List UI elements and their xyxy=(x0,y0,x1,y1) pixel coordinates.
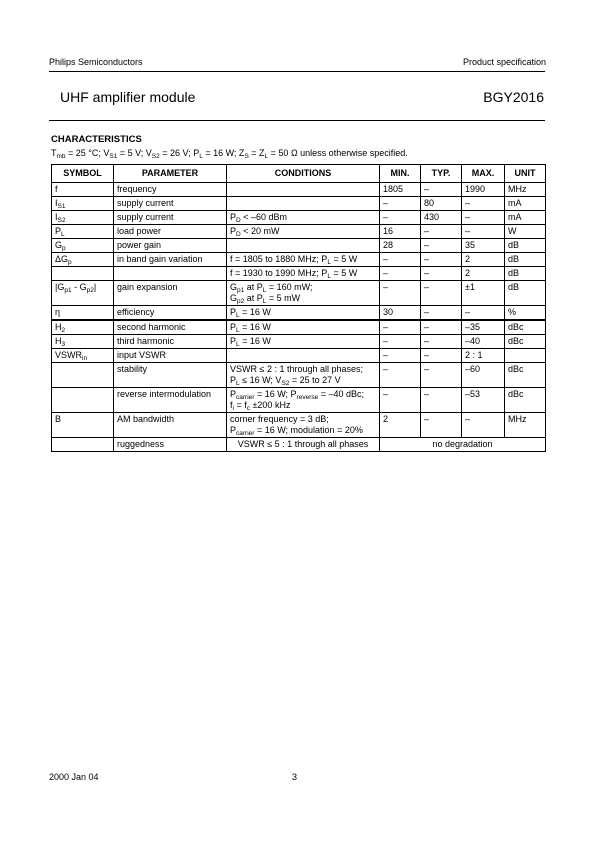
cell-symbol: $H_3$ xyxy=(52,335,114,349)
cell-min: – xyxy=(380,197,421,211)
table-row xyxy=(52,253,546,267)
cell-conditions: $G_{p1}$ at $P_L = 160$ mW; $G_{p2}$ at $P_L = 5$ mW xyxy=(227,281,380,306)
cell-max: 1990 xyxy=(462,183,505,197)
cell-min: – xyxy=(380,267,421,281)
table-row xyxy=(52,239,546,253)
table-row xyxy=(52,335,546,349)
cell-min: – xyxy=(380,363,421,388)
footer-date: 2000 Jan 04 xyxy=(49,772,99,782)
table-row xyxy=(52,438,546,452)
cell-max: ±1 xyxy=(462,281,505,306)
title-rule xyxy=(49,120,545,121)
cell-conditions xyxy=(227,197,380,211)
cell-unit: mA xyxy=(505,197,546,211)
cell-min: – xyxy=(380,211,421,225)
characteristics-table xyxy=(51,164,546,452)
cell-typ: – xyxy=(421,335,462,349)
cell-symbol: $I_{S1}$ xyxy=(52,197,114,211)
cell-symbol xyxy=(52,267,114,281)
cell-parameter: third harmonic xyxy=(114,335,227,349)
cell-symbol: η xyxy=(52,306,114,321)
cell-typ: – xyxy=(421,388,462,413)
cell-min: 30 xyxy=(380,306,421,321)
cell-min: 1805 xyxy=(380,183,421,197)
cell-typ: – xyxy=(421,267,462,281)
table-row xyxy=(52,183,546,197)
cell-symbol: $I_{S2}$ xyxy=(52,211,114,225)
section-title: CHARACTERISTICS xyxy=(51,134,142,145)
cell-unit: dB xyxy=(505,281,546,306)
cell-parameter: in band gain variation xyxy=(114,253,227,267)
cell-unit xyxy=(505,349,546,363)
cell-symbol: $H_2$ xyxy=(52,320,114,335)
cell-parameter: frequency xyxy=(114,183,227,197)
header-rule xyxy=(49,71,545,72)
cell-max: – xyxy=(462,413,505,438)
cell-max: 2 xyxy=(462,253,505,267)
header-unit: UNIT xyxy=(505,165,546,183)
cell-parameter: supply current xyxy=(114,211,227,225)
cell-max: –53 xyxy=(462,388,505,413)
cell-min: – xyxy=(380,320,421,335)
cell-typ: 430 xyxy=(421,211,462,225)
cell-unit: dB xyxy=(505,239,546,253)
cell-parameter: input VSWR xyxy=(114,349,227,363)
cell-typ: – xyxy=(421,306,462,321)
cell-unit: dB xyxy=(505,253,546,267)
cell-min: – xyxy=(380,253,421,267)
document-type: Product specification xyxy=(462,57,546,67)
page-number: 3 xyxy=(292,772,298,782)
cell-typ: – xyxy=(421,413,462,438)
cell-conditions: $P_{carrier} = 16$ W; $P_{reverse} = -40$ dBc; $f_i = f_c \pm 200$ kHz xyxy=(227,388,380,413)
cell-typ: – xyxy=(421,183,462,197)
cell-symbol xyxy=(52,363,114,388)
cell-result: no degradation xyxy=(380,438,546,452)
cell-max: – xyxy=(462,306,505,321)
cell-parameter: efficiency xyxy=(114,306,227,321)
cell-max: 2 : 1 xyxy=(462,349,505,363)
table-row xyxy=(52,225,546,239)
cell-unit: mA xyxy=(505,211,546,225)
cell-unit: dBc xyxy=(505,335,546,349)
cell-conditions: $P_L = 16$ W xyxy=(227,320,380,335)
cell-unit: dBc xyxy=(505,363,546,388)
table-row xyxy=(52,349,546,363)
table-row xyxy=(52,320,546,335)
cell-parameter: reverse intermodulation xyxy=(114,388,227,413)
cell-typ: – xyxy=(421,320,462,335)
header-symbol: SYMBOL xyxy=(52,165,114,183)
cell-conditions: corner frequency = 3 dB; $P_{carrier} = 16$ W; modulation = 20% xyxy=(227,413,380,438)
cell-min: – xyxy=(380,335,421,349)
cell-min: – xyxy=(380,349,421,363)
cell-conditions: f = 1930 to 1990 MHz; $P_L = 5$ W xyxy=(227,267,380,281)
cell-typ: – xyxy=(421,349,462,363)
cell-symbol: $G_p$ xyxy=(52,239,114,253)
table-row xyxy=(52,211,546,225)
header-parameter: PARAMETER xyxy=(114,165,227,183)
cell-typ: – xyxy=(421,225,462,239)
cell-typ: – xyxy=(421,281,462,306)
cell-conditions xyxy=(227,239,380,253)
cell-max: – xyxy=(462,211,505,225)
table-row xyxy=(52,413,546,438)
cell-unit: dBc xyxy=(505,320,546,335)
cell-unit: dBc xyxy=(505,388,546,413)
cell-max: 2 xyxy=(462,267,505,281)
cell-min: – xyxy=(380,281,421,306)
cell-conditions: $P_L = 16$ W xyxy=(227,335,380,349)
cell-conditions: VSWR ≤ 2 : 1 through all phases; $P_L \le 16$ W; $V_{S2} = 25$ to 27 V xyxy=(227,363,380,388)
table-row xyxy=(52,267,546,281)
cell-unit: % xyxy=(505,306,546,321)
cell-parameter: ruggedness xyxy=(114,438,227,452)
cell-typ: – xyxy=(421,253,462,267)
cell-parameter: AM bandwidth xyxy=(114,413,227,438)
cell-symbol: $P_L$ xyxy=(52,225,114,239)
cell-unit: dB xyxy=(505,267,546,281)
header-typ: TYP. xyxy=(421,165,462,183)
cell-max: –35 xyxy=(462,320,505,335)
cell-max: – xyxy=(462,197,505,211)
table-row xyxy=(52,306,546,321)
cell-conditions: f = 1805 to 1880 MHz; $P_L = 5$ W xyxy=(227,253,380,267)
cell-parameter: power gain xyxy=(114,239,227,253)
cell-symbol: $\Delta G_p$ xyxy=(52,253,114,267)
cell-max: –40 xyxy=(462,335,505,349)
header-min: MIN. xyxy=(380,165,421,183)
cell-parameter: gain expansion xyxy=(114,281,227,306)
cell-parameter: supply current xyxy=(114,197,227,211)
cell-parameter xyxy=(114,267,227,281)
cell-symbol: $|G_{p1} - G_{p2}|$ xyxy=(52,281,114,306)
cell-min: 2 xyxy=(380,413,421,438)
cell-typ: – xyxy=(421,363,462,388)
cell-unit: MHz xyxy=(505,183,546,197)
table-row xyxy=(52,197,546,211)
cell-max: –60 xyxy=(462,363,505,388)
company-name: Philips Semiconductors xyxy=(49,57,143,67)
cell-symbol: B xyxy=(52,413,114,438)
cell-min: 28 xyxy=(380,239,421,253)
cell-min: 16 xyxy=(380,225,421,239)
cell-conditions xyxy=(227,183,380,197)
cell-conditions: VSWR ≤ 5 : 1 through all phases xyxy=(227,438,380,452)
section-conditions: $T_{mb} = 25$ °C; $V_{S1} = 5$ V; $V_{S2} = 26$ V; $P_L = 16$ W; $Z_S = Z_L = 50$ Ω unless otherwise specified. xyxy=(51,148,408,160)
cell-symbol xyxy=(52,388,114,413)
cell-max: – xyxy=(462,225,505,239)
table-row xyxy=(52,388,546,413)
cell-parameter: load power xyxy=(114,225,227,239)
cell-conditions: $P_L = 16$ W xyxy=(227,306,380,321)
cell-conditions xyxy=(227,349,380,363)
cell-conditions: $P_D < 20$ mW xyxy=(227,225,380,239)
cell-min: – xyxy=(380,388,421,413)
header-conditions: CONDITIONS xyxy=(227,165,380,183)
cell-symbol: f xyxy=(52,183,114,197)
document-title: UHF amplifier module xyxy=(60,89,196,105)
product-code: BGY2016 xyxy=(483,89,544,105)
cell-conditions: $P_D < -60$ dBm xyxy=(227,211,380,225)
table-header-row xyxy=(52,165,546,183)
cell-typ: 80 xyxy=(421,197,462,211)
cell-symbol: $VSWR_{in}$ xyxy=(52,349,114,363)
cell-parameter: stability xyxy=(114,363,227,388)
cell-symbol xyxy=(52,438,114,452)
cell-parameter: second harmonic xyxy=(114,320,227,335)
table-row xyxy=(52,363,546,388)
cell-unit: MHz xyxy=(505,413,546,438)
cell-max: 35 xyxy=(462,239,505,253)
cell-typ: – xyxy=(421,239,462,253)
header-max: MAX. xyxy=(462,165,505,183)
table-row xyxy=(52,281,546,306)
cell-unit: W xyxy=(505,225,546,239)
